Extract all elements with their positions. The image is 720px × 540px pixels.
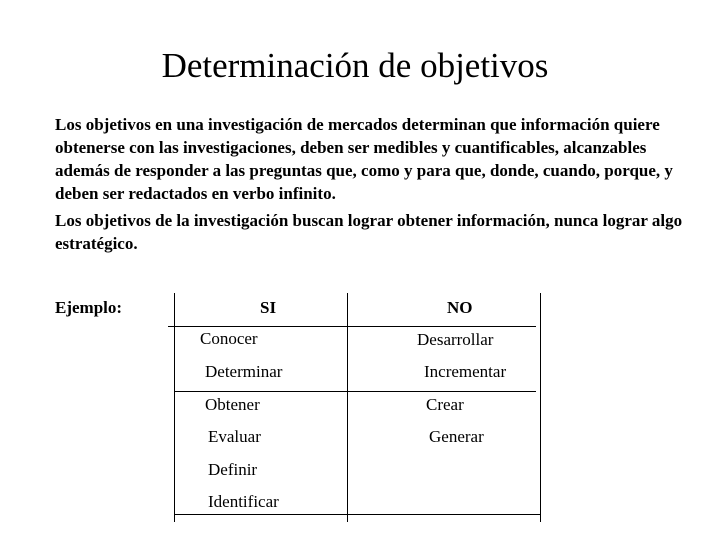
si-column-header: SI — [260, 298, 277, 317]
table-header-divider — [168, 326, 536, 327]
si-item: Evaluar — [208, 427, 261, 446]
no-item: Incrementar — [424, 362, 507, 381]
no-column-header: NO — [447, 298, 473, 317]
si-item: Determinar — [205, 362, 283, 381]
paragraph-purpose: Los objetivos de la investigación buscan lograr obtener información, nunca lograr algo estratégico. — [55, 211, 683, 253]
table-border-middle — [347, 293, 348, 522]
si-item: Obtener — [205, 395, 260, 414]
table-border-bottom — [174, 514, 540, 515]
example-label: Ejemplo: — [55, 298, 123, 317]
si-item: Definir — [208, 460, 258, 479]
si-item: Conocer — [200, 329, 258, 348]
table-border-left — [174, 293, 175, 522]
paragraph-definition: Los objetivos en una investigación de mercados determinan que información quiere obtenerse con las investigaciones, deben ser medibles y cuantificables, alcanzables además de responder a las preguntas que, como y para que, donde, cuando, porque, y deben ser redactados en verbo infinito. — [55, 115, 673, 203]
slide-title: Determinación de objetivos — [161, 46, 549, 85]
table-row-divider — [174, 391, 536, 392]
table-border-right — [540, 293, 541, 522]
no-item: Generar — [429, 427, 484, 446]
no-item: Crear — [426, 395, 464, 414]
no-item: Desarrollar — [417, 330, 494, 349]
si-item: Identificar — [208, 492, 279, 511]
